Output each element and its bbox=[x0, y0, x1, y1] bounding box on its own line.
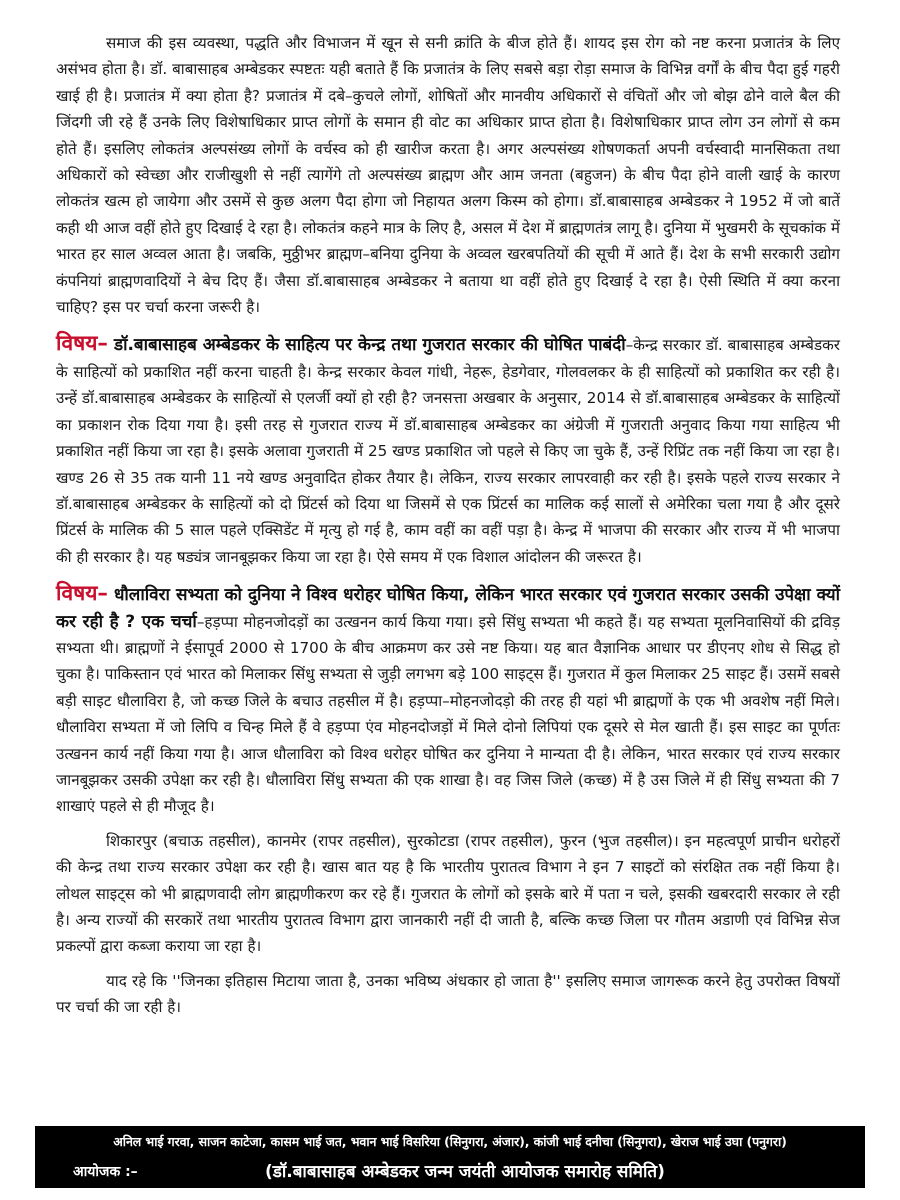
footer-committee-name: (डॉ.बाबासाहब अम्बेडकर जन्म जयंती आयोजक समारोह समिति) bbox=[265, 1162, 665, 1182]
footer-organizer-label: आयोजक :– bbox=[73, 1164, 138, 1180]
paragraph-intro: समाज की इस व्यवस्था, पद्धति और विभाजन में खून से सनी क्रांति के बीज होते हैं। शायद इस रोग को नष्ट करना प्रजातंत्र के लिए असंभव होता है। डॉ. बाबासाहब अम्बेडकर स्पष्टतः यही बताते हैं कि प्रजातंत्र के लिए सबसे बड़ा रोड़ा समाज के विभिन्न वर्गों के बीच पैदा हुई गहरी खाई ही है। प्रजातंत्र में क्या होता है? प्रजातंत्र में दबे–कुचले लोगों, शोषितों और मानवीय अधिकारों से वंचितों और जो बोझ ढोने वाले बैल की जिंदगी जी रहे हैं उनके लिए विशेषाधिकार प्राप्त लोगों के समान ही वोट का अधिकार प्राप्त होता है। विशेषाधिकार प्राप्त लोग उन लोगों से कम होते हैं। इसलिए लोकतंत्र अल्पसंख्य लोगों के वर्चस्व को ही खारीज करता है। अगर अल्पसंख्य शोषणकर्ता अपनी वर्चस्वादी मानसिकता तथा अधिकारों को स्वेच्छा और राजीखुशी से नहीं त्यागेंगे तो अल्पसंख्य ब्राह्मण और आम जनता (बहुजन) के बीच पैदा होने वाली खाई के कारण लोकतंत्र खत्म हो जायेगा और उसमें से कुछ अलग पैदा होगा जो निहायत अलग किस्म को होगा। डॉ.बाबासाहब अम्बेडकर ने 1952 में जो बातें कही थी आज वहीं होते हुए दिखाई दे रहा है। लोकतंत्र कहने मात्र के लिए है, असल में देश में ब्राह्मणतंत्र लागू है। दुनिया में भुखमरी के सूचकांक में भारत हर साल अव्वल आता है। जबकि, मुठ्ठीभर ब्राह्मण–बनिया दुनिया के अव्वल खरबपतियों की सूची में आते हैं। देश के सभी सरकारी उद्योग कंपनियां ब्राह्मणवादियों ने बेच दिए हैं। जैसा डॉ.बाबासाहब अम्बेडकर ने बताया था वहीं होते हुए दिखाई दे रहा है। ऐसी स्थिति में क्या करना चाहिए? इस पर चर्चा करना जरूरी है। bbox=[56, 34, 841, 317]
paragraph-sites: शिकारपुर (बचाऊ तहसील), कानमेर (रापर तहसील), सुरकोटडा (रापर तहसील), फुरन (भुज तहसील)। इन महत्वपूर्ण प्राचीन धरोहरों की केन्द्र तथा राज्य सरकार उपेक्षा कर रही है। खास बात यह है कि भारतीय पुरातत्व विभाग ने इन 7 साइटों को संरक्षित तक नहीं किया है। लोथल साइट्स को भी ब्राह्मणवादी लोग ब्राह्मणीकरण कर रहे हैं। गुजरात के लोगों को इसके बारे में पता न चले, इसकी खबरदारी सरकार ले रही है। अन्य राज्यों की सरकारें तथा भारतीय पुरातत्व विभाग द्वारा जानकारी नहीं दी जाती है, बल्कि कच्छ जिला पर गौतम अडाणी एवं विभिन्न सेज प्रकल्पों द्वारा कब्जा कराया जा रहा है। bbox=[56, 831, 840, 956]
subject-heading: धौलाविरा सभ्यता को दुनिया ने विश्व धरोहर घोषित किया, लेकिन भारत सरकार एवं गुजरात सरकार उसकी उपेक्षा क्यों कर रही है ? एक चर्चा bbox=[56, 585, 840, 632]
subject-label: विषय– bbox=[56, 581, 108, 606]
subject-body: –हड़प्पा मोहनजोदड़ों का उत्खनन कार्य किया गया। इसे सिंधु सभ्यता भी कहते हैं। यह सभ्यता मूलनिवासियों की द्रविड़ सभ्यता थी। ब्राह्मणों ने ईसापूर्व 2000 से 1700 के बीच आक्रमण कर उसे नष्ट किया। यह बात वैज्ञानिक आधार पर डीएनए शोध से सिद्ध हो चुका है। पाकिस्तान एवं भारत को मिलाकर सिंधु सभ्यता से जुड़ी लगभग बड़े 100 साइट्स हैं। गुजरात में कुल मिलाकर 25 साइट हैं। उसमें सबसे बड़ी साइट धौलाविरा है, जो कच्छ जिले के बचाउ तहसील में है। हड़प्पा–मोहनजोदड़ो की तरह ही यहां भी ब्राह्मणों के एक भी अवशेष नहीं मिले। धौलाविरा सभ्यता में जो लिपि व चिन्ह मिले हैं वे हड़प्पा एंव मोहनदोजड़ों में मिले दोनो लिपियां एक दूसरे से मेल खाती हैं। इस साइट का पूर्णतः उत्खनन कार्य नहीं किया गया है। आज धौलाविरा को विश्व धरोहर घोषित कर दुनिया ने मान्यता दी है। लेकिन, भारत सरकार एवं राज्य सरकार जानबूझकर उसकी उपेक्षा कर रही है। धौलाविरा सिंधु सभ्यता की एक शाखा है। वह जिस जिले (कच्छ) में है उस जिले में ही सिंधु सभ्यता की 7 शाखाएं पहले से ही मौजूद है। bbox=[56, 612, 840, 816]
footer-organizer-names: अनिल भाई गरवा, साजन काटेजा, कासम भाई जत, भवान भाई विसरिया (सिनुगरा, अंजार), कांजी भाई दनीचा (सिनुगरा), खेराज भाई उघा (पनुगरा) bbox=[113, 1134, 787, 1149]
subject-label: विषय– bbox=[56, 331, 108, 356]
subject-body: –केन्द्र सरकार डॉ. बाबासाहब अम्बेडकर के साहित्यों को प्रकाशित नहीं करना चाहती है। केन्द्र सरकार केवल गांधी, नेहरू, हेडगेवार, गोलवलकर के ही साहित्यों को प्रकाशित कर रही है। उन्हें डॉ.बाबासाहब अम्बेडकर के साहित्यों से एलर्जी क्यों हो रही है? जनसत्ता अखबार के अनुसार, 2014 से डॉ.बाबासाहब अम्बेडकर के साहित्यों का प्रकाशन रोक दिया गया है। इसी तरह से गुजरात राज्य में डॉ.बाबासाहब अम्बेडकर का अंग्रेजी में गुजराती अनुवाद किया गया साहित्य भी प्रकाशित नहीं किया जा रहा है। इसके अलावा गुजराती में 25 खण्ड प्रकाशित जो पहले से किए जा चुके हैं, उन्हें रिप्रिंट तक नहीं किया जा रहा है। खण्ड 26 से 35 तक यानी 11 नये खण्ड अनुवादित होकर तैयार है। लेकिन, राज्य सरकार लापरवाही कर रही है। इसके पहले राज्य सरकार ने डॉ.बाबासाहब अम्बेडकर के साहित्यों को दो प्रिंटर्स को दिया था जिसमें से एक प्रिंटर्स का मालिक कई सालों से अमेरिका चला गया है और दूसरे प्रिंटर्स के मालिक की 5 साल पहले एक्सिडेंट में मृत्यु हो गई है, काम वहीं का वहीं पड़ा है। केन्द्र में भाजपा की सरकार और राज्य में भी भाजपा की ही सरकार है। यह षड्यंत्र जानबूझकर किया जा रहा है। ऐसे समय में एक विशाल आंदोलन की जरूरत है। bbox=[56, 336, 840, 566]
subject-ambedkar-literature bbox=[56, 330, 840, 570]
subject-dholavira bbox=[56, 580, 840, 820]
subject-heading: डॉ.बाबासाहब अम्बेडकर के साहित्य पर केन्द्र तथा गुजरात सरकार की घोषित पाबंदी bbox=[107, 335, 626, 356]
article-body bbox=[56, 30, 840, 1029]
paragraph-closing: याद रहे कि ''जिनका इतिहास मिटाया जाता है, उनका भविष्य अंधकार हो जाता है'' इसलिए समाज जागरूक करने हेतु उपरोक्त विषयों पर चर्चा की जा रही है। bbox=[56, 971, 840, 1017]
footer-banner bbox=[35, 1126, 865, 1188]
